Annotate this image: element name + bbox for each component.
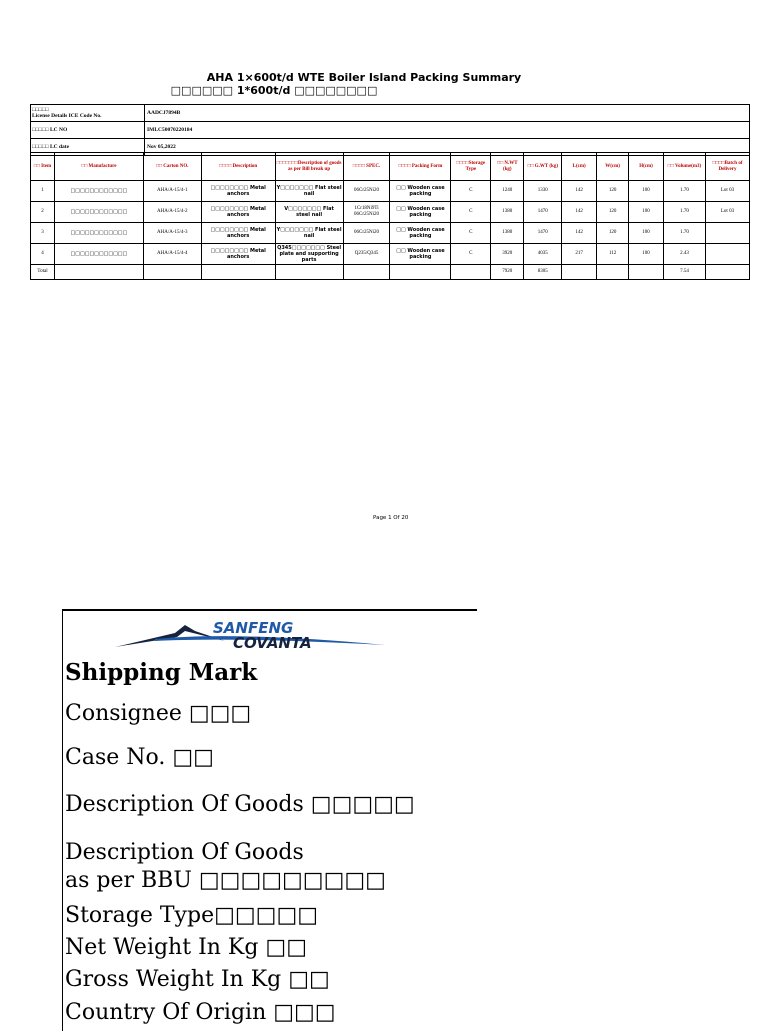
total-cell xyxy=(597,265,629,280)
company-logo xyxy=(115,617,395,649)
table-cell: □□ Wooden case packing xyxy=(390,223,451,244)
table-cell: C xyxy=(451,223,491,244)
total-cell xyxy=(562,265,597,280)
lc-no-value: IMLC50070220184 xyxy=(147,127,193,133)
lc-no-label: □□□□□ LC NO xyxy=(31,122,145,138)
column-header: □□ Carton NO. xyxy=(143,153,201,181)
table-cell: 1.70 xyxy=(664,181,706,202)
table-row xyxy=(31,181,750,202)
table-cell: 1 xyxy=(31,181,55,202)
table-cell: AHA/A-15/4-2 xyxy=(143,202,201,223)
table-cell: 142 xyxy=(562,223,597,244)
lc-no-row xyxy=(31,122,749,139)
table-cell: 120 xyxy=(597,223,629,244)
lc-date-label: □□□□□ LC date xyxy=(31,139,145,155)
table-cell: □□□□□□□□□□□□ xyxy=(54,181,143,202)
column-header: □□□□ Description xyxy=(201,153,275,181)
description-bbu-line-1: Description Of Goods xyxy=(65,840,304,865)
total-cell xyxy=(629,265,664,280)
packing-table xyxy=(30,152,750,280)
table-cell: Q345□□□□□□□ Steel plate and supporting parts xyxy=(277,245,342,263)
table-cell: □□□□□□□□ Metal anchors xyxy=(201,223,275,244)
description-bbu-line-2: as per BBU □□□□□□□□□ xyxy=(65,868,386,893)
table-cell: 1380 xyxy=(491,202,524,223)
table-cell: Y□□□□□□□ Flat steel nail xyxy=(275,181,343,202)
column-header: □□□□ Packing Form xyxy=(390,153,451,181)
table-cell: 1240 xyxy=(491,181,524,202)
column-header: L(cm) xyxy=(562,153,597,181)
table-cell: 142 xyxy=(562,181,597,202)
table-cell: AHA/A-15/4-1 xyxy=(143,181,201,202)
table-cell: V□□□□□□□ Flat steel nail xyxy=(275,202,343,223)
table-cell: □□□□□□□□□□□□ xyxy=(54,244,143,265)
total-cell: Total xyxy=(31,265,55,280)
table-cell: 217 xyxy=(562,244,597,265)
table-cell: □□□□□□□□ Metal anchors xyxy=(201,244,275,265)
column-header: □□□□Storage Type xyxy=(451,153,491,181)
logo-text-sanfeng: SANFENG xyxy=(213,619,294,637)
table-cell: AHA/A-15/4-4 xyxy=(143,244,201,265)
table-cell: □□ Wooden case packing xyxy=(390,202,451,223)
table-cell: 1380 xyxy=(491,223,524,244)
table-cell: 1.70 xyxy=(664,202,706,223)
table-cell: Q235/Q345 xyxy=(343,244,390,265)
total-cell xyxy=(143,265,201,280)
table-cell: □□ Wooden case packing xyxy=(390,244,451,265)
country-origin-line: Country Of Origin □□□ xyxy=(65,1000,336,1025)
table-cell xyxy=(705,244,749,265)
shipping-mark-panel xyxy=(62,609,477,1031)
table-cell: 120 xyxy=(597,181,629,202)
case-no-line: Case No. □□ xyxy=(65,745,214,770)
table-row xyxy=(31,244,750,265)
total-cell: 7920 xyxy=(491,265,524,280)
table-cell: Lot 03 xyxy=(705,202,749,223)
column-header: □□ Volume(m3) xyxy=(664,153,706,181)
table-cell: 1.70 xyxy=(664,223,706,244)
table-cell: □□ Wooden case packing xyxy=(390,181,451,202)
table-cell: C xyxy=(451,202,491,223)
description-line: Description Of Goods □□□□□ xyxy=(65,792,415,817)
table-cell: C xyxy=(451,244,491,265)
column-header: □□□□□□□Description of goods as per Bill break up xyxy=(275,153,343,181)
column-header: □□ Manufacture xyxy=(54,153,143,181)
table-header-row xyxy=(31,153,750,181)
table-cell: 1470 xyxy=(524,202,562,223)
header-info-box xyxy=(30,104,750,156)
column-header: H(cm) xyxy=(629,153,664,181)
table-cell: 120 xyxy=(597,202,629,223)
column-header: □□ N.WT (kg) xyxy=(491,153,524,181)
column-header: □□ Item xyxy=(31,153,55,181)
net-weight-line: Net Weight In Kg □□ xyxy=(65,935,307,960)
table-body xyxy=(31,181,750,280)
table-cell: □□□□□□□□□□□□ xyxy=(54,223,143,244)
table-cell: 1330 xyxy=(524,181,562,202)
license-label-en: License Details ICE Code No. xyxy=(32,113,102,119)
table-cell: 06Cr25Ni20 xyxy=(343,181,390,202)
table-cell: 100 xyxy=(629,244,664,265)
storage-type-line: Storage Type□□□□□ xyxy=(65,903,319,928)
table-cell: 1Cr18Ni9Ti 06Cr25Ni20 xyxy=(343,202,390,223)
license-value: AADCJ7894B xyxy=(147,110,181,116)
total-cell xyxy=(390,265,451,280)
shipping-mark-title: Shipping Mark xyxy=(65,659,258,686)
license-row xyxy=(31,105,749,122)
document-title: AHA 1×600t/d WTE Boiler Island Packing Summary xyxy=(206,71,522,84)
total-cell: 8305 xyxy=(524,265,562,280)
table-cell: 2 xyxy=(31,202,55,223)
column-header: □□ G.WT (kg) xyxy=(524,153,562,181)
table-cell: 142 xyxy=(562,202,597,223)
lc-date-value: Nov 05,2022 xyxy=(147,144,176,150)
table-cell: □□□□□□□□ Metal anchors xyxy=(201,181,275,202)
total-cell xyxy=(343,265,390,280)
table-cell: 1470 xyxy=(524,223,562,244)
table-cell: AHA/A-15/4-3 xyxy=(143,223,201,244)
total-cell xyxy=(201,265,275,280)
table-cell: □□□□□□□□□□□□ xyxy=(54,202,143,223)
license-label-cn: □□□□□ xyxy=(32,107,49,113)
total-cell xyxy=(54,265,143,280)
column-header: W(cm) xyxy=(597,153,629,181)
table-cell: 3 xyxy=(31,223,55,244)
table-cell: C xyxy=(451,181,491,202)
license-label xyxy=(31,105,145,121)
table-cell: 2.43 xyxy=(664,244,706,265)
total-cell xyxy=(451,265,491,280)
table-cell: Lot 03 xyxy=(705,181,749,202)
table-cell: 100 xyxy=(629,202,664,223)
consignee-line: Consignee □□□ xyxy=(65,701,252,726)
table-cell: 4035 xyxy=(524,244,562,265)
logo-text-covanta: COVANTA xyxy=(233,634,312,649)
logo-mountain-shape xyxy=(115,625,225,647)
table-cell: 100 xyxy=(629,223,664,244)
table-cell: 112 xyxy=(597,244,629,265)
table-cell: □□□□□□□□ Metal anchors xyxy=(201,202,275,223)
table-cell: Y□□□□□□□ Flat steel nail xyxy=(275,223,343,244)
table-cell: 4 xyxy=(31,244,55,265)
total-cell: 7.54 xyxy=(664,265,706,280)
page-number: Page 1 Of 20 xyxy=(373,515,409,521)
table-cell: 100 xyxy=(629,181,664,202)
gross-weight-line: Gross Weight In Kg □□ xyxy=(65,967,330,992)
table-cell: 3920 xyxy=(491,244,524,265)
table-row xyxy=(31,223,750,244)
table-row xyxy=(31,202,750,223)
document-subtitle: □□□□□□ 1*600t/d □□□□□□□□ xyxy=(170,84,378,97)
total-cell xyxy=(275,265,343,280)
table-cell xyxy=(705,223,749,244)
table-cell: 06Cr25Ni20 xyxy=(343,223,390,244)
column-header: □□□□Batch of Delivery xyxy=(705,153,749,181)
column-header: □□□□ SPEC. xyxy=(343,153,390,181)
total-row xyxy=(31,265,750,280)
total-cell xyxy=(705,265,749,280)
